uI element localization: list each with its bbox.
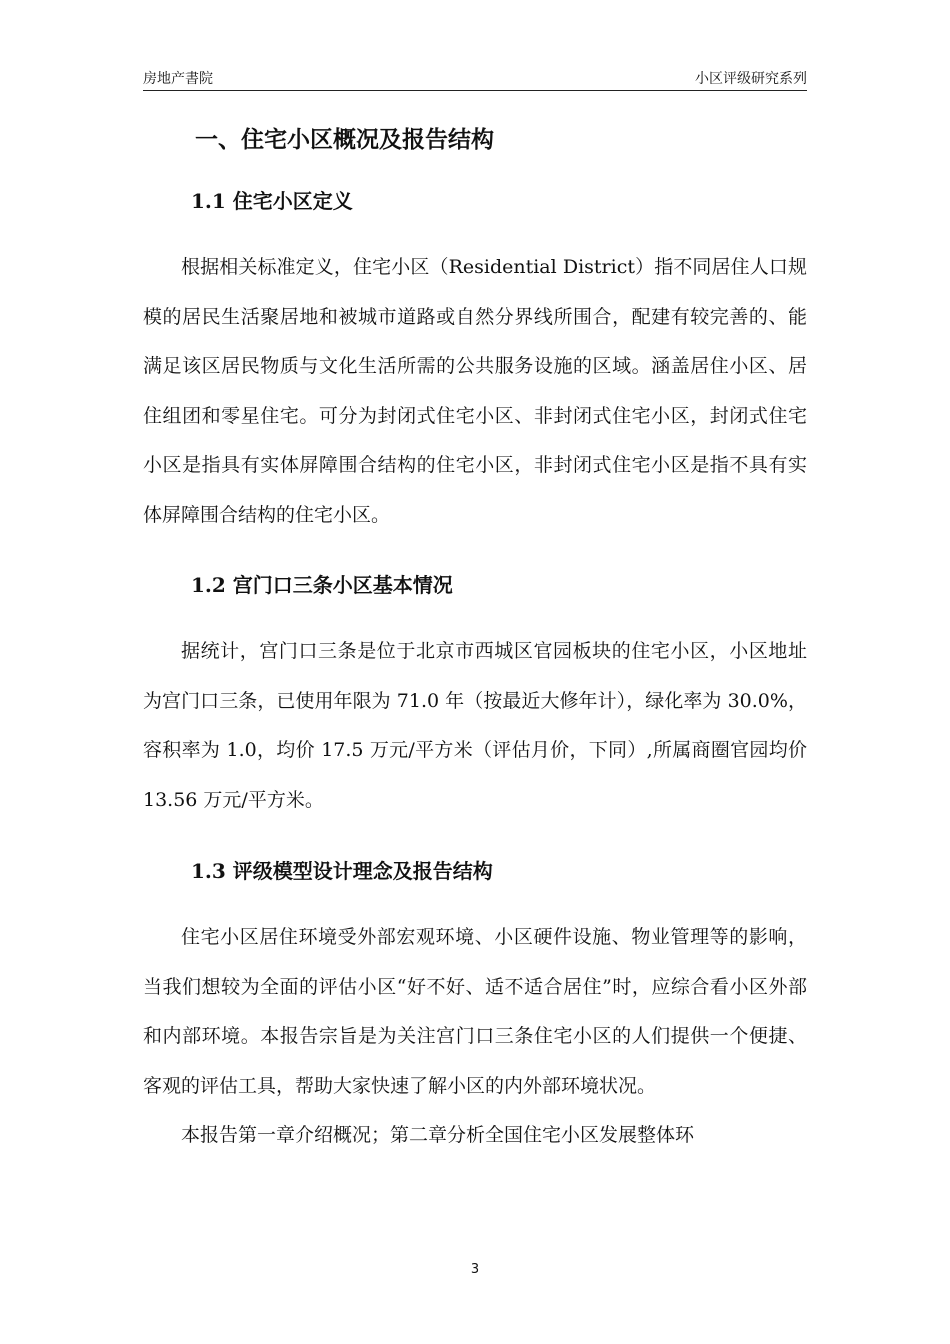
section-1-3-title: 1.3 评级模型设计理念及报告结构 <box>191 859 493 883</box>
page-header <box>143 66 807 91</box>
header-series-title: 小区评级研究系列 <box>695 71 807 87</box>
section-1-3-paragraph-1: 住宅小区居住环境受外部宏观环境、小区硬件设施、物业管理等的影响，当我们想较为全面的评估小区“好不好、适不适合居住”时，应综合看小区外部和内部环境。本报告宗旨是为关注宫门口三条住宅小区的人们提供一个便捷、客观的评估工具，帮助大家快速了解小区的内外部环境状况。 <box>143 926 807 1097</box>
page-number: 3 <box>470 1262 480 1277</box>
section-1-2-title: 1.2 宫门口三条小区基本情况 <box>191 573 453 597</box>
header-publisher: 房地产書院 <box>143 71 213 87</box>
page-content <box>143 120 807 1161</box>
chapter-title: 一、住宅小区概况及报告结构 <box>195 126 494 153</box>
section-1-2-paragraph: 据统计，宫门口三条是位于北京市西城区官园板块的住宅小区，小区地址为宫门口三条，已使用年限为 71.0 年（按最近大修年计），绿化率为 30.0%，容积率为 1.0，均价 17.5 万元/平方米（评估月价，下同）,所属商圈官园均价 13.56 万元/平方米。 <box>143 640 807 811</box>
section-1-1-paragraph: 根据相关标准定义，住宅小区（Residential District）指不同居住人口规模的居民生活聚居地和被城市道路或自然分界线所围合，配建有较完善的、能满足该区居民物质与文化生活所需的公共服务设施的区域。涵盖居住小区、居住组团和零星住宅。可分为封闭式住宅小区、非封闭式住宅小区，封闭式住宅小区是指具有实体屏障围合结构的住宅小区，非封闭式住宅小区是指不具有实体屏障围合结构的住宅小区。 <box>143 256 807 526</box>
section-1-1-title: 1.1 住宅小区定义 <box>191 189 353 213</box>
section-1-3-paragraph-2: 本报告第一章介绍概况；第二章分析全国住宅小区发展整体环 <box>181 1124 695 1146</box>
